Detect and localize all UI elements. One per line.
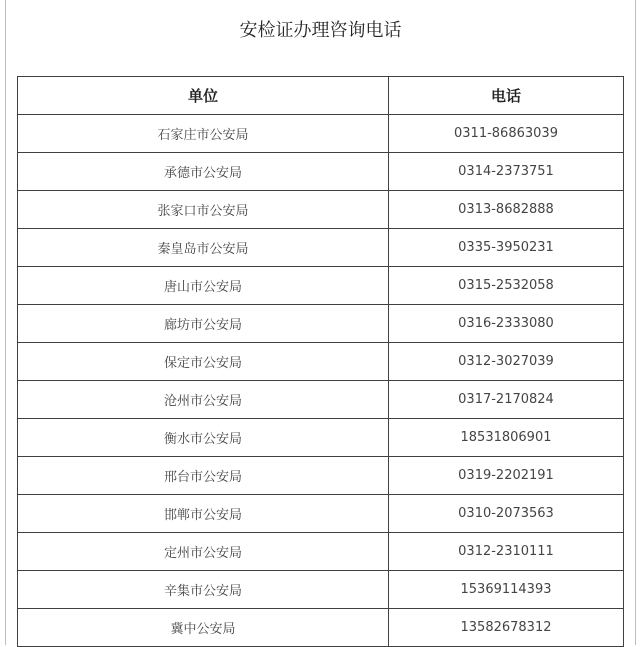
page-title: 安检证办理咨询电话	[239, 20, 402, 41]
unit-cell: 秦皇岛市公安局	[18, 229, 389, 267]
table-row	[18, 191, 624, 229]
left-border-line	[5, 0, 6, 645]
table-row	[18, 343, 624, 381]
table-row	[18, 609, 624, 647]
unit-cell: 唐山市公安局	[18, 267, 389, 305]
phone-cell: 0317-2170824	[389, 381, 624, 419]
right-border-line	[635, 0, 636, 645]
table-row	[18, 533, 624, 571]
unit-cell: 沧州市公安局	[18, 381, 389, 419]
unit-cell: 辛集市公安局	[18, 571, 389, 609]
phone-cell: 0313-8682888	[389, 191, 624, 229]
unit-cell: 邯郸市公安局	[18, 495, 389, 533]
table-row	[18, 305, 624, 343]
header-phone: 电话	[389, 77, 624, 115]
phone-cell: 0319-2202191	[389, 457, 624, 495]
table-row	[18, 229, 624, 267]
phone-cell: 0316-2333080	[389, 305, 624, 343]
table-row	[18, 457, 624, 495]
table-row	[18, 153, 624, 191]
unit-cell: 定州市公安局	[18, 533, 389, 571]
phone-cell: 0314-2373751	[389, 153, 624, 191]
phone-cell: 0315-2532058	[389, 267, 624, 305]
table-body	[18, 115, 624, 647]
phone-cell: 0311-86863039	[389, 115, 624, 153]
unit-cell: 冀中公安局	[18, 609, 389, 647]
unit-cell: 邢台市公安局	[18, 457, 389, 495]
table-row	[18, 115, 624, 153]
phone-cell: 15369114393	[389, 571, 624, 609]
phone-cell: 0312-3027039	[389, 343, 624, 381]
table-row	[18, 571, 624, 609]
unit-cell: 承德市公安局	[18, 153, 389, 191]
unit-cell: 保定市公安局	[18, 343, 389, 381]
table-row	[18, 419, 624, 457]
phone-cell: 18531806901	[389, 419, 624, 457]
phone-cell: 0335-3950231	[389, 229, 624, 267]
table-header-row	[18, 77, 624, 115]
header-unit: 单位	[18, 77, 389, 115]
table-row	[18, 267, 624, 305]
phone-cell: 13582678312	[389, 609, 624, 647]
phone-cell: 0310-2073563	[389, 495, 624, 533]
unit-cell: 石家庄市公安局	[18, 115, 389, 153]
unit-cell: 张家口市公安局	[18, 191, 389, 229]
table-row	[18, 495, 624, 533]
phone-cell: 0312-2310111	[389, 533, 624, 571]
unit-cell: 衡水市公安局	[18, 419, 389, 457]
unit-cell: 廊坊市公安局	[18, 305, 389, 343]
phone-table	[17, 76, 624, 647]
table-row	[18, 381, 624, 419]
